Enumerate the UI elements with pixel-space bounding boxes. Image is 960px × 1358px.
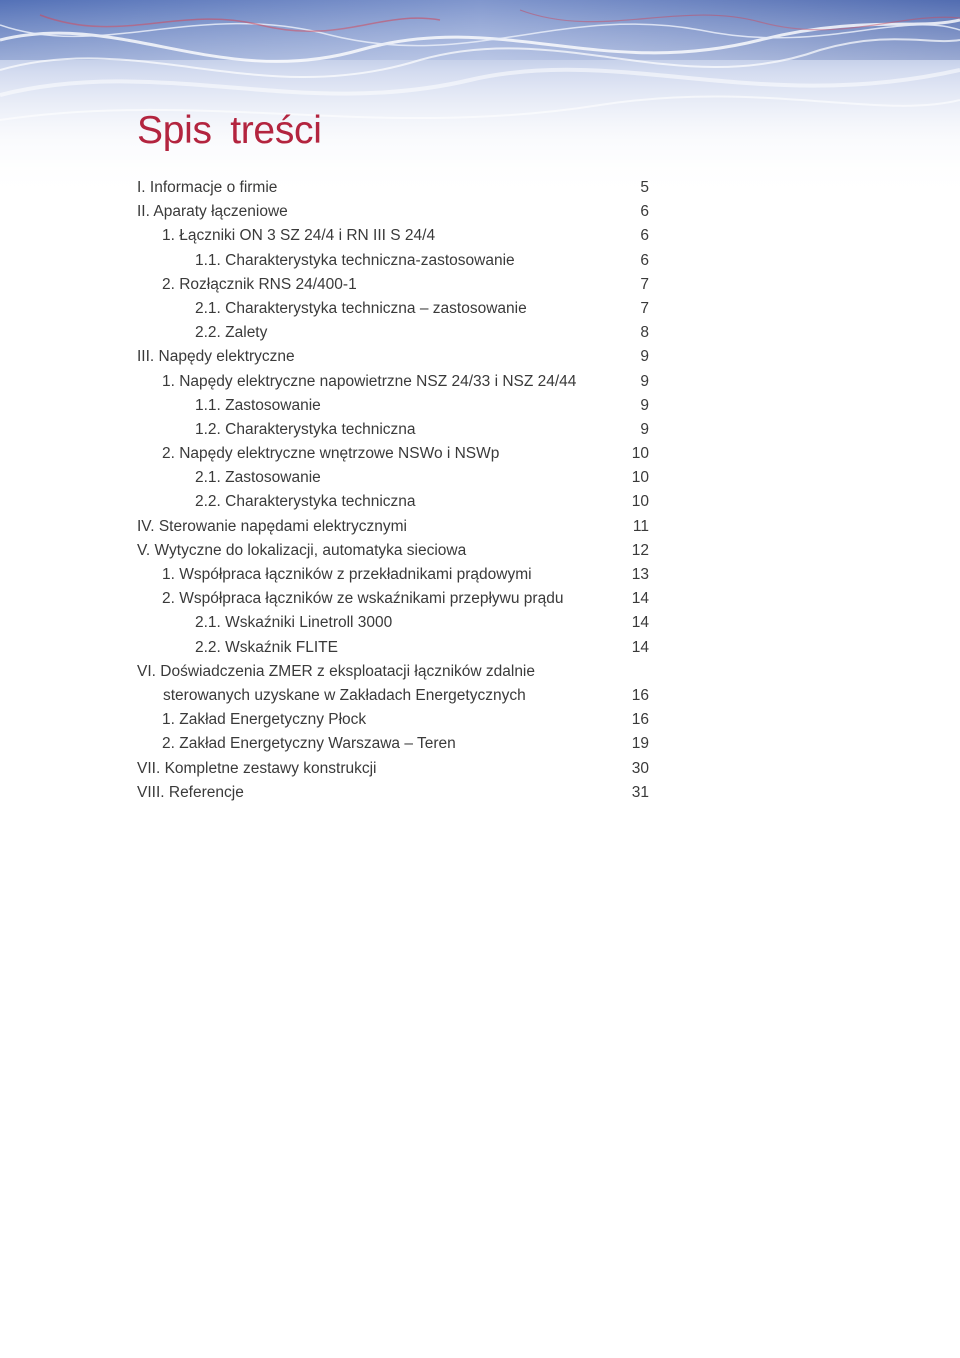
toc-item[interactable] <box>137 297 649 321</box>
toc-item-page: 10 <box>631 469 649 487</box>
toc-item-label: VII. Kompletne zestawy konstrukcji <box>137 759 377 777</box>
toc-item-label: 1.1. Zastosowanie <box>195 396 321 414</box>
toc-item[interactable] <box>137 515 649 539</box>
toc-item-label: 2. Współpraca łączników ze wskaźnikami przepływu prądu <box>162 590 564 608</box>
toc-item[interactable] <box>137 466 649 490</box>
toc-item-label: 2. Rozłącznik RNS 24/400-1 <box>162 275 357 293</box>
toc-item[interactable] <box>137 249 649 273</box>
toc-item-label: VI. Doświadczenia ZMER z eksploatacji łączników zdalnie <box>137 662 535 680</box>
toc-item-label: sterowanych uzyskane w Zakładach Energetycznych <box>163 686 526 704</box>
toc-item[interactable] <box>137 370 649 394</box>
toc-item-page: 10 <box>631 445 649 463</box>
toc-item-page: 16 <box>631 711 649 729</box>
toc-item-page: 6 <box>640 203 649 221</box>
toc-item-page: 6 <box>640 227 649 245</box>
toc-item[interactable] <box>137 611 649 635</box>
toc-item-page: 14 <box>631 614 649 632</box>
toc-item-label: 1.1. Charakterystyka techniczna-zastosowanie <box>195 251 515 269</box>
toc-item-page: 10 <box>631 493 649 511</box>
toc-item-label: 2.1. Charakterystyka techniczna – zastosowanie <box>195 299 527 317</box>
toc-item-page: 14 <box>631 638 649 656</box>
toc-item[interactable] <box>137 200 649 224</box>
toc-item[interactable] <box>137 490 649 514</box>
toc-item-label: 2. Zakład Energetyczny Warszawa – Teren <box>162 735 456 753</box>
toc-item-label: 1. Napędy elektryczne napowietrzne NSZ 24/33 i NSZ 24/44 <box>162 372 577 390</box>
toc-item-label: VIII. Referencje <box>137 783 244 801</box>
page-title: Spis treści <box>137 109 322 152</box>
toc-item-label: 1. Współpraca łączników z przekładnikami prądowymi <box>162 566 532 583</box>
toc-item-label: 1. Łączniki ON 3 SZ 24/4 i RN III S 24/4 <box>162 227 436 245</box>
toc-item-page: 13 <box>631 566 649 583</box>
toc-item[interactable] <box>137 563 649 587</box>
toc-item[interactable] <box>137 539 649 563</box>
toc-item-label: IV. Sterowanie napędami elektrycznymi <box>137 517 407 535</box>
toc-item-page: 9 <box>640 348 649 366</box>
toc-item-page: 30 <box>631 759 649 777</box>
toc-item-page: 12 <box>631 541 649 559</box>
toc-item[interactable] <box>137 394 649 418</box>
toc-item-label: 2.2. Zalety <box>195 324 268 342</box>
toc-item[interactable] <box>137 684 649 708</box>
table-of-contents <box>137 176 649 805</box>
toc-item-label: V. Wytyczne do lokalizacji, automatyka sieciowa <box>137 541 467 559</box>
toc-item[interactable] <box>137 708 649 732</box>
toc-item-label: 2.1. Zastosowanie <box>195 469 321 487</box>
toc-item-label: 1. Zakład Energetyczny Płock <box>162 711 367 729</box>
toc-item-label: II. Aparaty łączeniowe <box>137 203 288 221</box>
toc-item[interactable] <box>137 176 649 200</box>
toc-item[interactable] <box>137 660 649 684</box>
toc-item[interactable] <box>137 587 649 611</box>
toc-item-page: 7 <box>640 275 649 293</box>
toc-item-label: III. Napędy elektryczne <box>137 348 295 366</box>
toc-item-page: 11 <box>632 517 649 535</box>
toc-item-page: 31 <box>631 783 649 801</box>
toc-item-page: 16 <box>631 686 649 704</box>
toc-item-page: 9 <box>640 372 649 390</box>
toc-item[interactable] <box>137 418 649 442</box>
toc-item-page: 8 <box>640 324 649 342</box>
toc-item-page: 9 <box>640 420 649 438</box>
toc-item-page: 14 <box>631 590 649 608</box>
wave-graphic <box>0 0 960 200</box>
toc-item[interactable] <box>137 442 649 466</box>
toc-item[interactable] <box>137 321 649 345</box>
toc-item-label: 2. Napędy elektryczne wnętrzowe NSWo i NSWp <box>162 445 500 463</box>
toc-item[interactable] <box>137 636 649 660</box>
toc-item-page: 7 <box>640 299 649 317</box>
toc-item[interactable] <box>137 781 649 805</box>
toc-item-page: 5 <box>640 179 649 196</box>
toc-item-page: 9 <box>640 396 649 414</box>
toc-item-label: 1.2. Charakterystyka techniczna <box>195 420 416 438</box>
toc-item-label: I. Informacje o firmie <box>137 179 278 196</box>
toc-item-page: 6 <box>640 251 649 269</box>
toc-item[interactable] <box>137 224 649 248</box>
toc-item[interactable] <box>137 732 649 756</box>
toc-item[interactable] <box>137 757 649 781</box>
header-wave-decoration <box>0 0 960 200</box>
toc-item[interactable] <box>137 345 649 369</box>
toc-item-label: 2.2. Charakterystyka techniczna <box>195 493 416 511</box>
toc-item-page: 19 <box>631 735 649 753</box>
toc-item[interactable] <box>137 273 649 297</box>
toc-item-label: 2.2. Wskaźnik FLITE <box>195 638 338 656</box>
toc-item-label: 2.1. Wskaźniki Linetroll 3000 <box>195 614 393 632</box>
